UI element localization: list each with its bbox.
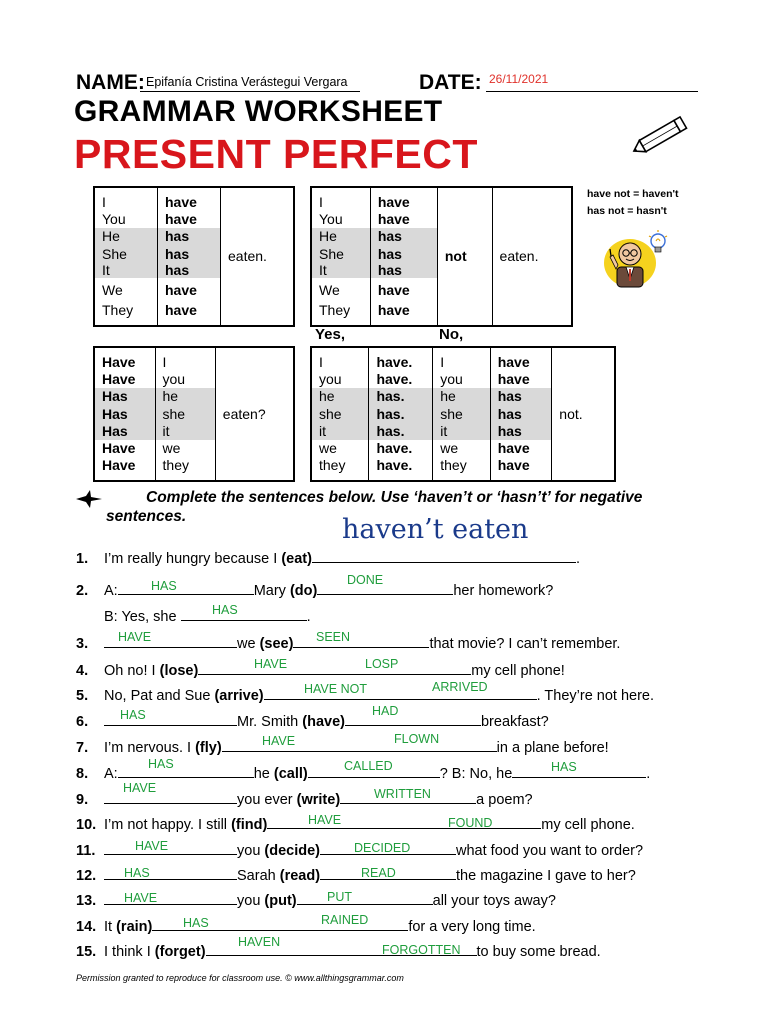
filled-answer: WRITTEN bbox=[374, 787, 431, 801]
auxiliary-column bbox=[158, 187, 221, 326]
affirmative-table bbox=[93, 186, 295, 327]
auxiliary: has bbox=[158, 262, 220, 278]
filled-answer: DECIDED bbox=[354, 841, 411, 855]
pronoun: we bbox=[440, 440, 459, 457]
pronoun: they bbox=[440, 457, 467, 474]
auxiliary: Has bbox=[95, 406, 155, 423]
participle: eaten. bbox=[228, 247, 267, 264]
filled-answer: HAVE bbox=[135, 839, 169, 853]
verb-cue: (lose) bbox=[159, 663, 199, 679]
pronoun: I bbox=[319, 194, 323, 210]
sentence-text: Mr. Smith bbox=[237, 714, 303, 730]
filled-answer: PUT bbox=[327, 890, 352, 904]
auxiliary: have bbox=[497, 354, 530, 370]
date-field[interactable] bbox=[486, 72, 698, 92]
pronoun: I bbox=[319, 354, 323, 370]
teacher-idea-illustration bbox=[600, 229, 672, 289]
verb-cue: (read) bbox=[279, 868, 321, 884]
pronoun: They bbox=[102, 301, 134, 318]
sentence-text: B: Yes, she bbox=[104, 609, 181, 625]
answer-blank[interactable] bbox=[181, 606, 307, 621]
verb-cue: (have) bbox=[302, 714, 345, 730]
verb-cue: (rain) bbox=[116, 919, 153, 935]
answer-blank[interactable] bbox=[198, 660, 471, 675]
pencil-icon bbox=[630, 115, 692, 157]
auxiliary: have. bbox=[376, 457, 413, 474]
auxiliary: has bbox=[158, 246, 220, 262]
answer-blank[interactable] bbox=[118, 580, 254, 595]
auxiliary: has. bbox=[369, 406, 432, 423]
pronoun: she bbox=[312, 406, 368, 423]
answer-blank[interactable] bbox=[293, 633, 429, 648]
yes-pronoun-column bbox=[311, 347, 369, 481]
pronoun: it bbox=[433, 423, 489, 440]
filled-answer: DONE bbox=[347, 573, 384, 587]
auxiliary: has bbox=[371, 246, 437, 262]
sentence-text: . bbox=[646, 766, 651, 782]
handwritten-example: haven’t eaten bbox=[342, 514, 529, 545]
sentence-2 bbox=[76, 580, 553, 599]
sentence-10 bbox=[76, 814, 635, 833]
verb-cue: (decide) bbox=[264, 843, 321, 859]
auxiliary: have bbox=[165, 281, 197, 298]
auxiliary: has bbox=[158, 228, 220, 245]
pronoun: we bbox=[319, 440, 337, 457]
sentence-text: No, Pat and Sue bbox=[104, 688, 215, 704]
auxiliary: has. bbox=[369, 388, 432, 405]
sentence-text: I’m really hungry because I bbox=[104, 551, 282, 567]
answer-blank[interactable] bbox=[118, 763, 254, 778]
filled-answer: HAS bbox=[120, 708, 146, 722]
auxiliary: have bbox=[165, 211, 197, 228]
sentence-text: . bbox=[306, 609, 311, 625]
pronoun: You bbox=[102, 211, 126, 228]
filled-answer: HAS bbox=[551, 760, 577, 774]
participle-cell bbox=[492, 187, 572, 326]
filled-answer: FOUND bbox=[448, 816, 493, 830]
pronoun: They bbox=[319, 301, 351, 318]
answer-blank[interactable] bbox=[104, 840, 237, 855]
auxiliary: has bbox=[491, 423, 552, 440]
sentence-number: 14. bbox=[76, 919, 97, 935]
question-participle-cell bbox=[215, 347, 294, 481]
pronoun: he bbox=[433, 388, 489, 405]
worksheet-title: GRAMMAR WORKSHEET bbox=[74, 95, 443, 128]
sentence-14 bbox=[76, 916, 536, 935]
auxiliary: have bbox=[497, 371, 530, 388]
yes-aux-column bbox=[369, 347, 433, 481]
pronoun: you bbox=[319, 371, 342, 388]
filled-answer: HAS bbox=[151, 579, 177, 593]
auxiliary: have. bbox=[376, 371, 413, 388]
sentence-number: 9. bbox=[76, 792, 89, 808]
participle-cell bbox=[221, 187, 295, 326]
filled-answer: FORGOTTEN bbox=[382, 943, 461, 957]
sentence-number: 6. bbox=[76, 714, 89, 730]
filled-answer: HAVE bbox=[262, 734, 296, 748]
filled-answer: HAS bbox=[212, 603, 238, 617]
pronoun: I bbox=[162, 354, 167, 370]
filled-answer: SEEN bbox=[316, 630, 351, 644]
pronoun: I bbox=[440, 354, 445, 370]
filled-answer: ARRIVED bbox=[432, 680, 488, 694]
verb-cue: (fly) bbox=[195, 740, 222, 756]
auxiliary: have bbox=[165, 301, 197, 318]
filled-answer: HAVEN bbox=[238, 935, 281, 949]
verb-cue: (write) bbox=[296, 792, 341, 808]
sentence-number: 2. bbox=[76, 583, 89, 599]
filled-answer: RAINED bbox=[321, 913, 369, 927]
answer-blank[interactable] bbox=[312, 548, 576, 563]
pronoun: It bbox=[312, 262, 370, 278]
pronoun: I bbox=[102, 194, 106, 210]
auxiliary: Has bbox=[95, 388, 155, 405]
sentence-number: 13. bbox=[76, 893, 97, 909]
star-bullet-icon bbox=[76, 490, 102, 508]
sentence-text: he bbox=[253, 766, 274, 782]
sentence-15 bbox=[76, 941, 601, 960]
sentence-text: you bbox=[237, 843, 265, 859]
sentence-number: 15. bbox=[76, 944, 97, 960]
verb-cue: (call) bbox=[273, 766, 308, 782]
sentence-text: her homework? bbox=[453, 583, 554, 599]
sentence-number: 4. bbox=[76, 663, 89, 679]
contraction: have not = haven't bbox=[587, 188, 679, 200]
question-pronoun-column bbox=[155, 347, 215, 481]
auxiliary: Have bbox=[102, 457, 136, 474]
sentence-number: 5. bbox=[76, 688, 89, 704]
sentence-1 bbox=[76, 548, 580, 567]
pronoun: he bbox=[156, 388, 215, 405]
sentence-number: 11. bbox=[76, 843, 96, 859]
auxiliary-column bbox=[370, 187, 437, 326]
pronoun: He bbox=[95, 228, 157, 245]
contraction: has not = hasn't bbox=[587, 205, 667, 217]
auxiliary: Have bbox=[102, 371, 136, 388]
sentence-text: A: bbox=[104, 583, 118, 599]
pronoun: it bbox=[156, 423, 215, 440]
name-field[interactable] bbox=[140, 72, 360, 92]
filled-answer: READ bbox=[361, 866, 396, 880]
pronoun: they bbox=[162, 457, 189, 474]
no-tail-cell bbox=[552, 347, 615, 481]
filled-answer: HAVE bbox=[254, 657, 288, 671]
sentence-text: Sarah bbox=[237, 868, 280, 884]
verb-cue: (see) bbox=[259, 636, 294, 652]
sentence-2b bbox=[76, 606, 311, 625]
no-pronoun-column bbox=[433, 347, 490, 481]
filled-answer: HAVE bbox=[308, 813, 342, 827]
answer-blank[interactable] bbox=[512, 763, 646, 778]
pronoun: she bbox=[156, 406, 215, 423]
sentence-text: you bbox=[237, 893, 265, 909]
sentence-text: in a plane before! bbox=[496, 740, 609, 756]
sentence-number: 12. bbox=[76, 868, 97, 884]
contractions-note bbox=[587, 186, 678, 220]
sentence-4 bbox=[76, 660, 565, 679]
sentence-number: 1. bbox=[76, 551, 89, 567]
answer-blank[interactable] bbox=[297, 890, 433, 905]
date-label: DATE: bbox=[419, 71, 482, 94]
topic-title: PRESENT PERFECT bbox=[74, 131, 478, 177]
pronoun-column bbox=[311, 187, 370, 326]
auxiliary: Has bbox=[95, 423, 155, 440]
pronoun: She bbox=[312, 246, 370, 262]
sentence-text: A: bbox=[104, 766, 118, 782]
filled-answer: HAS bbox=[148, 757, 174, 771]
participle: eaten? bbox=[222, 405, 266, 422]
pronoun: You bbox=[319, 211, 343, 228]
verb-cue: (forget) bbox=[154, 944, 206, 960]
negative-table bbox=[310, 186, 573, 327]
filled-answer: HAS bbox=[183, 916, 209, 930]
sentence-text: you ever bbox=[237, 792, 297, 808]
sentence-text: what food you want to order? bbox=[456, 843, 644, 859]
auxiliary: have bbox=[497, 457, 530, 474]
name-label: NAME: bbox=[76, 71, 145, 94]
auxiliary: have bbox=[377, 194, 410, 210]
auxiliary: has bbox=[371, 262, 437, 278]
negation-cell bbox=[437, 187, 492, 326]
pronoun: she bbox=[433, 406, 489, 423]
sentence-number: 10. bbox=[76, 817, 97, 833]
question-table bbox=[93, 346, 295, 482]
filled-answer: FLOWN bbox=[394, 732, 440, 746]
auxiliary: has bbox=[371, 228, 437, 245]
filled-answer: HAS bbox=[124, 866, 150, 880]
instruction-line-1: Complete the sentences below. Use ‘haven’t or ‘hasn’t’ for negative bbox=[146, 489, 643, 506]
sentence-text: the magazine I gave to her? bbox=[456, 868, 636, 884]
auxiliary: have. bbox=[376, 440, 413, 457]
participle: eaten. bbox=[499, 247, 539, 264]
auxiliary: have bbox=[497, 440, 530, 457]
short-answers-table bbox=[310, 346, 616, 482]
sentence-text: Mary bbox=[253, 583, 290, 599]
negation: not bbox=[444, 247, 467, 264]
sentence-12 bbox=[76, 865, 636, 884]
auxiliary: have bbox=[377, 211, 410, 228]
pronoun: it bbox=[312, 423, 368, 440]
no-heading: No, bbox=[439, 326, 464, 343]
pronoun: He bbox=[312, 228, 370, 245]
sentence-text: to buy some bread. bbox=[476, 944, 601, 960]
sentence-text: breakfast? bbox=[480, 714, 549, 730]
pronoun: you bbox=[440, 371, 463, 388]
pronoun-column bbox=[94, 187, 158, 326]
yes-heading: Yes, bbox=[315, 326, 346, 343]
negation-tail: not. bbox=[559, 405, 583, 422]
pronoun: we bbox=[162, 440, 181, 457]
sentence-number: 3. bbox=[76, 636, 89, 652]
verb-cue: (do) bbox=[289, 583, 318, 599]
sentence-7 bbox=[76, 737, 609, 756]
no-aux-column bbox=[490, 347, 552, 481]
sentence-text: I think I bbox=[104, 944, 155, 960]
sentence-text: that movie? I can’t remember. bbox=[429, 636, 621, 652]
sentence-text: ? B: No, he bbox=[439, 766, 513, 782]
sentence-text: my cell phone. bbox=[541, 817, 635, 833]
pronoun: he bbox=[312, 388, 368, 405]
sentence-number: 8. bbox=[76, 766, 89, 782]
pronoun: they bbox=[319, 457, 346, 474]
verb-cue: (eat) bbox=[281, 551, 312, 567]
pronoun: We bbox=[102, 281, 123, 298]
answer-blank[interactable] bbox=[345, 711, 481, 726]
filled-answer: HAVE bbox=[124, 891, 158, 905]
sentence-text: all your toys away? bbox=[432, 893, 556, 909]
auxiliary: have. bbox=[376, 354, 413, 370]
instruction-line-2: sentences. bbox=[106, 508, 187, 525]
sentence-text: my cell phone! bbox=[471, 663, 565, 679]
sentence-6 bbox=[76, 711, 549, 730]
sentence-text: I’m not happy. I still bbox=[104, 817, 232, 833]
question-aux-column bbox=[94, 347, 155, 481]
permission-footer: Permission granted to reproduce for classroom use. © www.allthingsgrammar.com bbox=[76, 973, 404, 983]
auxiliary: has bbox=[491, 388, 552, 405]
answer-blank[interactable] bbox=[317, 580, 453, 595]
pronoun: you bbox=[162, 371, 186, 388]
filled-answer: HAVE bbox=[118, 630, 152, 644]
verb-cue: (arrive) bbox=[214, 688, 264, 704]
sentence-text: I’m nervous. I bbox=[104, 740, 196, 756]
auxiliary: have bbox=[165, 194, 197, 210]
date-value: 26/11/2021 bbox=[489, 72, 549, 86]
filled-answer: LOSP bbox=[365, 657, 399, 671]
sentence-text: . bbox=[575, 551, 580, 567]
filled-answer: HAVE NOT bbox=[304, 682, 367, 696]
sentence-text: for a very long time. bbox=[408, 919, 536, 935]
auxiliary: Have bbox=[102, 440, 136, 457]
filled-answer: HAD bbox=[372, 704, 399, 718]
auxiliary: has. bbox=[369, 423, 432, 440]
verb-cue: (find) bbox=[231, 817, 268, 833]
sentence-number: 7. bbox=[76, 740, 89, 756]
verb-cue: (put) bbox=[264, 893, 297, 909]
pronoun: She bbox=[95, 246, 157, 262]
sentence-text: . They’re not here. bbox=[536, 688, 655, 704]
auxiliary: Have bbox=[102, 354, 136, 370]
auxiliary: have bbox=[377, 281, 410, 298]
pronoun: It bbox=[95, 262, 157, 278]
sentence-text: Oh no! I bbox=[104, 663, 160, 679]
pronoun: We bbox=[319, 281, 340, 298]
name-value: Epifanía Cristina Verástegui Vergara bbox=[146, 75, 348, 89]
sentence-text: It bbox=[104, 919, 117, 935]
filled-answer: CALLED bbox=[344, 759, 393, 773]
sentence-text: a poem? bbox=[476, 792, 533, 808]
auxiliary: has bbox=[491, 406, 552, 423]
filled-answer: HAVE bbox=[123, 781, 157, 795]
sentence-text: we bbox=[237, 636, 260, 652]
auxiliary: have bbox=[377, 301, 410, 318]
